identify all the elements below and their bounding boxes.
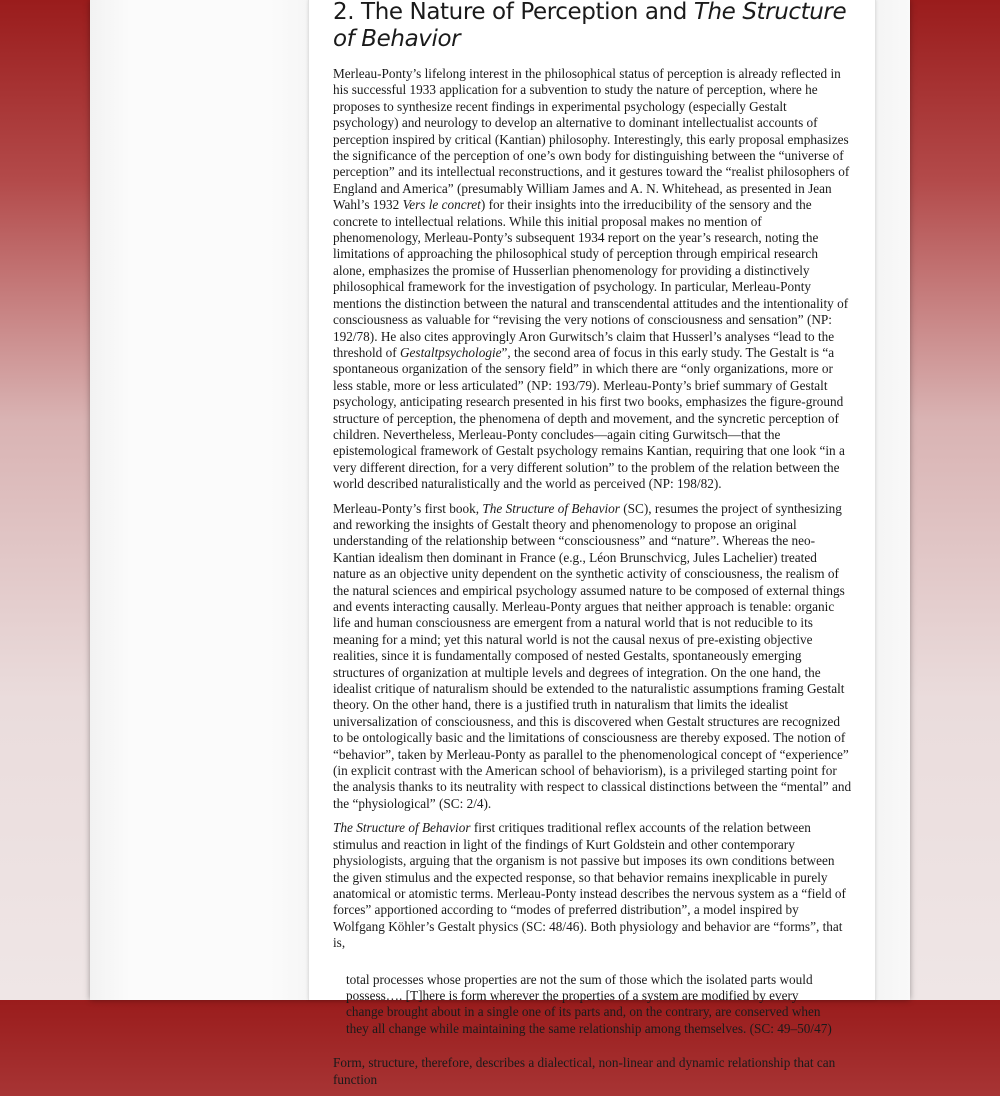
paragraph-3-part-b: first critiques traditional reflex accounts of the relation between stimulus and reaction in light of the findings of Kurt Goldstein and other contemporary physiologists, arguing that the organism is not passive but imposes its own conditions between the given stimulus and the expected response, so that behavior remains inexplicable in purely anatomical or atomistic terms. Merleau-Ponty instead describes the nervous system as a “field of forces” apportioned according to “modes of preferred distribution”, a model inspired by Wolfgang Köhler’s Gestalt physics (SC: 48/46). Both physiology and behavior are “forms”, that is, [333, 820, 846, 951]
section-heading [333, 0, 852, 53]
section-heading-title: The Structure of Behavior [333, 0, 847, 52]
paragraph-2-part-b: (SC), resumes the project of synthesizing and reworking the insights of Gestalt theory and phenomenology to propose an original understanding of the relationship between “consciousness” and “nature”. Whereas the neo-Kantian idealism then dominant in France (e.g., Léon Brunschvicg, Jules Lachelier) treated nature as an objective unity dependent on the synthetic activity of consciousness, the realism of the natural sciences and empirical psychology assumed nature to be composed of external things and events interacting causally. Merleau-Ponty argues that neither approach is tenable: organic life and human consciousness are emergent from a natural world that is not reducible to its meaning for a mind; yet this natural world is not the causal nexus of pre-existing objective realities, since it is fundamentally composed of nested Gestalts, spontaneously emerging structures of organization at multiple levels and degrees of integration. On the one hand, the idealist critique of naturalism should be extended to the naturalistic assumptions framing Gestalt theory. On the other hand, there is a justified truth in naturalism that limits the idealist universalization of consciousness, and this is discovered when Gestalt structures are recognized to be ontologically basic and the limitations of consciousness are thereby exposed. The notion of “behavior”, taken by Merleau-Ponty as parallel to the phenomenological concept of “experience” (in explicit contrast with the American school of behaviorism), is a privileged starting point for the analysis thanks to its neutrality with respect to classical distinctions between the “mental” and the “physiological” (SC: 2/4). [333, 500, 852, 811]
paragraph-1-part-c: ”, the second area of focus in this early study. The Gestalt is “a spontaneous organization of the sensory field” in which there are “only organizations, more or less stable, more or less articulated” (NP: 193/79). Merleau-Ponty’s brief summary of Gestalt psychology, anticipating research presented in his first two books, emphasizes the figure-ground structure of perception, the phenomena of depth and movement, and the syncretic perception of children. Nevertheless, Merleau-Ponty concludes—again citing Gurwitsch—that the epistemological framework of Gestalt psychology remains Kantian, requiring that one look “in a very different direction, for a very different solution” to the problem of the relation between the world described naturalistically and the world as perceived (NP: 198/82). [333, 344, 845, 492]
article-body [333, 0, 852, 1096]
left-sidebar [90, 0, 308, 1000]
block-quote: total processes whose properties are not the sum of those which the isolated parts would possess…. [T]here is form wherever the properties of a system are modified by every change brought about in a single one of its parts and, on the contrary, are conserved when they all change while maintaining the same relationship among themselves. (SC: 49–50/47) [346, 971, 832, 1036]
paragraph-1 [333, 66, 852, 493]
paragraph-2-part-a: Merleau-Ponty’s first book, [333, 500, 483, 516]
italic-book-title: The Structure of Behavior [482, 500, 620, 516]
paragraph-1-part-a: Merleau-Ponty’s lifelong interest in the philosophical status of perception is already reflected in his successful 1933 application for a subvention to study the nature of perception, where he proposes to synthesize recent findings in experimental psychology (especially Gestalt psychology) and neurology to develop an alternative to dominant intellectualist accounts of perception inspired by critical (Kantian) philosophy. Interestingly, this early proposal emphasizes the significance of the perception of one’s own body for distinguishing between the “universe of perception” and its intellectual reconstructions, and it gestures toward the “realist philosophers of England and America” (presumably William James and A. N. Whitehead, as presented in Jean Wahl’s 1932 [333, 66, 850, 213]
page-frame [90, 0, 910, 1087]
article-content [308, 0, 876, 1087]
paragraph-3 [333, 820, 852, 951]
paragraph-4: Form, structure, therefore, describes a dialectical, non-linear and dynamic relationship that can function [333, 1055, 836, 1087]
italic-vers-le-concret: Vers le concret [402, 197, 481, 213]
paragraph-1-part-b: ) for their insights into the irreducibility of the sensory and the concrete to intellectual relations. While this initial proposal makes no mention of phenomenology, Merleau-Ponty’s subsequent 1934 report on the year’s research, noting the limitations of approaching the philosophical study of perception through empirical research alone, emphasizes the promise of Husserlian phenomenology for providing a distinctively philosophical framework for the investigation of psychology. In particular, Merleau-Ponty mentions the distinction between the natural and transcendental attitudes and the intentionality of consciousness as valuable for “revising the very notions of consciousness and sensation” (NP: 192/78). He also cites approvingly Aron Gurwitsch’s claim that Husserl’s analyses “lead to the threshold of [333, 197, 849, 360]
paragraph-2 [333, 501, 852, 813]
italic-book-title: The Structure of Behavior [333, 820, 471, 836]
section-heading-text: 2. The Nature of Perception and [333, 0, 694, 25]
italic-gestaltpsychologie: Gestaltpsychologie [399, 344, 502, 360]
